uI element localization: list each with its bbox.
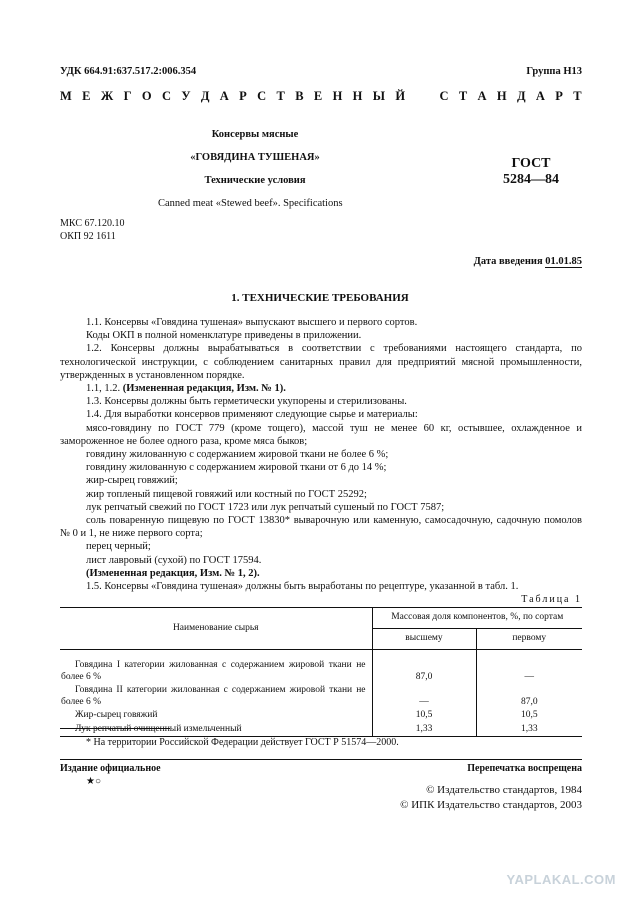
section-heading: 1. ТЕХНИЧЕСКИЕ ТРЕБОВАНИЯ [231,292,409,304]
banner-letter: Е [82,89,91,103]
table-cell-name: Говядина II категории жилованная с содержанием жировой ткани не более 6 % [60,684,372,709]
footer-divider [60,759,582,760]
banner-letter: В [295,89,304,103]
table-row [60,650,582,685]
paragraph [60,382,582,395]
banner-letter: С [257,89,267,103]
banner-letter: Н [332,89,343,103]
mks-code: МКС 67.120.10 [60,218,125,229]
table-cell-high: 10,5 [372,709,476,723]
title-english: Canned meat «Stewed beef». Specifications [158,198,343,209]
table-cell-first: 87,0 [520,696,538,707]
udk-code: УДК 664.91:637.517.2:006.354 [60,66,197,77]
banner-letter: Т [573,89,582,103]
title-line-3: Технические условия [204,175,306,186]
copyright-1984: © Издательство стандартов, 1984 [426,784,582,796]
paragraph: лист лавровый (сухой) по ГОСТ 17594. [86,554,262,566]
banner-letter: Д [200,89,210,103]
banner-letter: Н [352,89,363,103]
table-cell-name: Жир-сырец говяжий [60,709,372,723]
banner-letter: Г [123,89,132,103]
table-cell-high: 1,33 [372,723,476,737]
column-header-name: Наименование сырья [60,608,372,650]
table-cell-first: 10,5 [520,710,538,720]
recipe-table [60,607,582,737]
copyright-2003: © ИПК Издательство стандартов, 2003 [400,799,582,811]
table-cell-first: 1,33 [476,723,582,737]
group-code: Группа Н13 [526,66,582,77]
banner-letter: М [60,89,72,103]
amendment-note: (Измененная редакция, Изм. № 1, 2). [86,567,260,579]
table-row [60,709,582,723]
column-header-high: высшему [372,629,476,650]
paragraph: жир-сырец говяжий; [86,475,178,487]
paragraph: перец черный; [86,541,151,553]
banner-letter: С [439,89,449,103]
paragraph: 1.2. Консервы должны вырабатываться в соответствии с требованиями настоящего стандарта, по технологической инструкции, с соблюдением санитарных правил для предприятий мясной промышленности, утвержденных в установленном порядке. [60,343,582,381]
official-edition: Издание официальное [60,763,161,774]
banner-letter: А [219,89,229,103]
footnote: * На территории Российской Федерации действует ГОСТ Р 51574—2000. [86,737,399,748]
table-cell-name: Лук репчатый очищенный измельченный [60,723,372,737]
watermark: YAPLAKAL.COM [506,872,616,887]
intro-date-value: 01.01.85 [545,256,582,267]
paragraph: мясо-говядину по ГОСТ 779 (кроме тощего), массой туш не менее 60 кг, остывшее, охлажденное и замороженное не более одного раза, кроме мяса быков; [60,422,582,447]
banner-letter: А [477,89,487,103]
okp-code: ОКП 92 1611 [60,231,116,242]
banner-letter: Н [496,89,507,103]
interstate-standard-banner [60,89,582,104]
banner-letter: Е [313,89,323,103]
table-caption: Таблица 1 [521,594,582,605]
table-row [60,723,582,737]
banner-letter: Ж [100,89,114,103]
paragraph: 1.4. Для выработки консервов применяют следующие сырье и материалы: [86,409,418,421]
edition-stars: ★○ [86,776,102,787]
reprint-prohibited: Перепечатка воспрещена [467,763,582,774]
gost-number: 5284—84 [503,172,559,187]
column-header-first: первому [476,629,582,650]
table-cell-high: 87,0 [372,650,476,685]
table-cell-first: — [524,671,534,682]
banner-letter: Т [458,89,468,103]
paragraph: говядину жилованную с содержанием жировой ткани от 6 до 14 %; [86,462,387,474]
banner-letter: Р [239,89,247,103]
body-text [60,316,582,593]
amendment-note: (Измененная редакция, Изм. № 1). [122,383,286,395]
gost-label: ГОСТ [511,156,551,171]
banner-letter: С [161,89,171,103]
table-cell-name: Говядина I категории жилованная с содержанием жировой ткани не более 6 % [60,650,372,685]
paragraph: говядину жилованную с содержанием жировой ткани не более 6 %; [86,449,389,461]
column-header-group: Массовая доля компонентов, %, по сортам [372,608,582,629]
banner-letter: Ы [372,89,386,103]
paragraph: лук репчатый свежий по ГОСТ 1723 или лук репчатый сушеный по ГОСТ 7587; [86,501,445,513]
footnote-divider [60,728,170,729]
banner-letter: Й [395,89,406,103]
amendment-ref: 1.1, 1.2. [86,383,123,395]
introduction-date [474,256,582,267]
banner-letter: Р [555,89,563,103]
intro-date-label: Дата введения [473,256,543,267]
table-row [60,684,582,709]
banner-letter: О [141,89,152,103]
banner-letter: Т [276,89,285,103]
paragraph: 1.1. Консервы «Говядина тушеная» выпускают высшего и первого сортов. [86,317,418,328]
title-line-2: «ГОВЯДИНА ТУШЕНАЯ» [190,152,320,163]
title-line-1: Консервы мясные [211,129,299,140]
banner-letter: У [181,89,191,103]
paragraph: жир топленый пищевой говяжий или костный по ГОСТ 25292; [86,488,367,500]
banner-letter: Д [516,89,526,103]
banner-letter: А [535,89,545,103]
paragraph: 1.5. Консервы «Говядина тушеная» должны быть выработаны по рецептуре, указанной в табл. 1. [86,581,519,593]
paragraph: 1.3. Консервы должны быть герметически укупорены и стерилизованы. [86,396,407,408]
table-cell-high: — [372,684,476,709]
paragraph: Коды ОКП в полной номенклатуре приведены в приложении. [86,330,362,342]
paragraph: соль поваренную пищевую по ГОСТ 13830* выварочную или каменную, самосадочную, садочную помолов № 0 и 1, не ниже первого сорта; [60,515,582,540]
